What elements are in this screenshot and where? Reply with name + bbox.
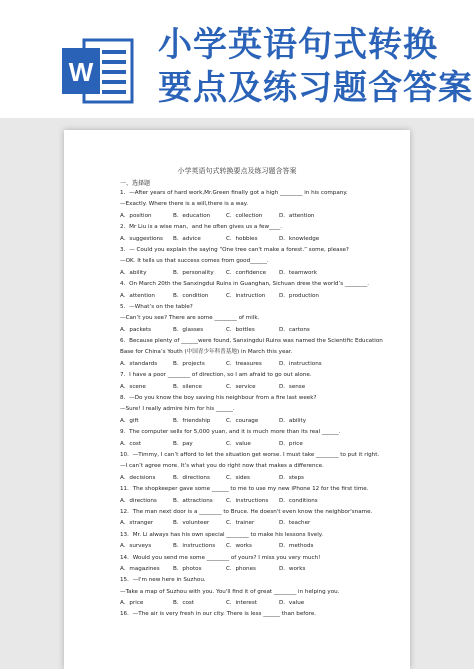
answer-option: D．conditions — [279, 497, 318, 504]
answer-option: B．pay — [173, 440, 193, 447]
answer-option: B．cost — [173, 600, 195, 607]
answer-option: A．suggestions — [120, 235, 163, 242]
answer-option: C．bottles — [226, 326, 255, 333]
answer-option: D．teacher — [279, 520, 311, 527]
answer-options-row — [120, 496, 410, 507]
answer-option: C．instruction — [226, 292, 266, 299]
question-text-line: 15．—I'm new here in Suzhou. — [120, 577, 206, 584]
answer-option: D．value — [279, 600, 305, 607]
answer-option: D．teamwork — [279, 269, 317, 276]
answer-option: D．sense — [279, 383, 306, 390]
answer-option: A．scene — [120, 383, 146, 390]
question-text-line: 16．—The air is very fresh in our city. There is less ______ than before. — [120, 611, 317, 618]
answer-option: C．instructions — [226, 497, 269, 504]
answer-option: A．position — [120, 212, 152, 219]
question-text-line: 13．Mr. Li always has his own special ________ to make his lessons lively. — [120, 531, 324, 538]
answer-option: C．courage — [226, 417, 259, 424]
answer-option: A．surveys — [120, 543, 152, 550]
answer-options-row — [120, 211, 410, 222]
question-text-line: 5．—What’s on the table? — [120, 303, 193, 310]
banner-title — [158, 24, 473, 110]
question-list — [120, 188, 410, 621]
answer-option: A．cost — [120, 440, 142, 447]
document-page — [64, 130, 410, 669]
answer-option: D．steps — [279, 474, 304, 481]
answer-option: B．advice — [173, 235, 201, 242]
answer-option: B．instructions — [173, 543, 216, 550]
question-text-line: —Can’t you see? There are some ________ of milk. — [120, 315, 260, 322]
answer-option: A．stranger — [120, 520, 154, 527]
answer-option: B．directions — [173, 474, 210, 481]
answer-options-row — [120, 473, 410, 484]
answer-option: A．decisions — [120, 474, 156, 481]
answer-option: C．works — [226, 543, 252, 550]
question-text-line: 4．On March 20th the Sanxingdui Ruins in Guanghan, Sichuan drew the world’s ________. — [120, 281, 370, 288]
question-text-line: Base for China’s Youth (中国青少年科普基地) in March this year. — [120, 349, 293, 356]
answer-options-row — [120, 268, 410, 279]
answer-options-row — [120, 564, 410, 575]
answer-option: A．gift — [120, 417, 139, 424]
answer-option: A．ability — [120, 269, 147, 276]
answer-option: B．projects — [173, 360, 205, 367]
answer-option: D．cartons — [279, 326, 310, 333]
answer-options-row — [120, 234, 410, 245]
question-text-line: —Sure! I really admire him for his ______. — [120, 406, 235, 413]
answer-option: C．sides — [226, 474, 250, 481]
answer-option: C．phones — [226, 565, 256, 572]
question-text-line: 9．The computer sells for 5,000 yuan, and it is much more than its real ______. — [120, 429, 341, 436]
answer-option: B．attractions — [173, 497, 213, 504]
answer-option: A．price — [120, 600, 144, 607]
answer-options-row — [120, 382, 410, 393]
answer-option: D．knowledge — [279, 235, 320, 242]
answer-option: C．confidence — [226, 269, 267, 276]
answer-options-row — [120, 416, 410, 427]
question-text-line: 1．—After years of hard work,Mr.Green finally got a high ________ in his company. — [120, 190, 348, 196]
answer-option: B．personality — [173, 269, 214, 276]
question-text-line: 8．—Do you know the boy saving his neighbour from a fire last week? — [120, 395, 317, 402]
question-text-line: 11．The shopkeeper gave some ______ to me to use my new iPhone 12 for the first time. — [120, 486, 369, 493]
question-text-line: 12．The man next door is a ________ to Bruce. He doesn't even know the neighbor'sname. — [120, 508, 373, 515]
question-text-line: 6．Because plenty of ______were found, Sanxingdui Ruins was named the Scientific Education — [120, 338, 383, 345]
answer-options-row — [120, 291, 410, 302]
question-text-line: 14．Would you send me some ________ of yours? I miss you very much! — [120, 554, 321, 561]
question-text-line: 7．I have a poor ________ of direction, so I am afraid to go out alone. — [120, 372, 312, 379]
question-text-line: —I can’t agree more. It’s what you do right now that makes a difference. — [120, 463, 324, 470]
answer-options-row — [120, 359, 410, 370]
answer-option: C．treasures — [226, 360, 262, 367]
answer-option: C．value — [226, 440, 251, 447]
answer-option: B．volunteer — [173, 520, 210, 527]
question-text-line: 2．Mr Liu is a wise man，and he often gives us a few____. — [120, 224, 283, 231]
answer-option: B．glasses — [173, 326, 204, 333]
answer-option: B．friendship — [173, 417, 211, 424]
question-text-line: —Exactly. Where there is a will,there is a way. — [120, 201, 249, 208]
word-document-icon — [62, 38, 134, 104]
answer-option: D．instructions — [279, 360, 322, 367]
answer-option: B．education — [173, 212, 211, 219]
answer-option: C．collection — [226, 212, 263, 219]
answer-options-row — [120, 439, 410, 450]
answer-options-row — [120, 518, 410, 529]
answer-option: C．service — [226, 383, 256, 390]
document-title: 小学英语句式转换要点及练习题含答案 — [177, 167, 297, 175]
answer-option: D．works — [279, 565, 306, 572]
question-text-line: —OK. It tells us that success comes from good______. — [120, 258, 269, 265]
answer-option: D．ability — [279, 417, 307, 424]
answer-option: B．condition — [173, 292, 209, 299]
banner — [0, 0, 474, 118]
question-text-line: —Take a map of Suzhou with you. You'll find it of great ________ in helping you. — [120, 588, 340, 595]
banner-title-line2: 要点及练习题含答案 — [158, 68, 473, 108]
answer-option: B．silence — [173, 383, 202, 390]
answer-option: D．production — [279, 292, 319, 299]
answer-option: C．interest — [226, 600, 257, 607]
question-text-line: 10．—Timmy, I can’t afford to let the situation get worse. I must take ________ to put it right. — [120, 451, 380, 458]
answer-options-row — [120, 325, 410, 336]
answer-option: A．standards — [120, 360, 158, 367]
answer-option: A．directions — [120, 497, 157, 504]
answer-option: A．attention — [120, 292, 155, 299]
answer-option: C．hobbies — [226, 235, 258, 242]
answer-option: B．photos — [173, 565, 202, 572]
answer-option: D．attention — [279, 212, 315, 219]
answer-options-row — [120, 541, 410, 552]
word-letter: W — [68, 57, 94, 87]
question-text-line: 3．— Could you explain the saying “One tree can't make a forest.” some, please? — [120, 246, 349, 253]
banner-title-line1: 小学英语句式转换 — [158, 25, 438, 65]
answer-option: A．packets — [120, 326, 152, 333]
answer-option: D．methods — [279, 543, 314, 550]
section-heading: 一、选择题 — [120, 180, 151, 187]
answer-options-row — [120, 598, 410, 609]
answer-option: C．trainer — [226, 520, 255, 527]
answer-option: A．magazines — [120, 565, 160, 572]
answer-option: D．price — [279, 440, 303, 447]
